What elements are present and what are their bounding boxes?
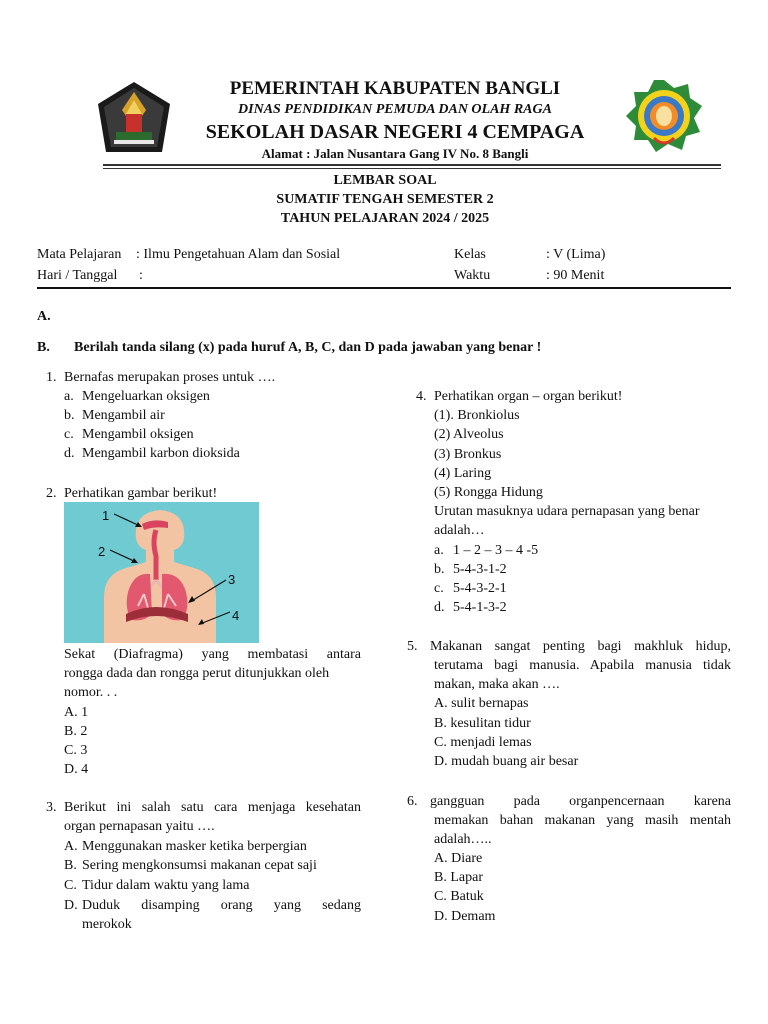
- q4-line2: adalah…: [434, 523, 485, 538]
- figure-label-4: 4: [232, 608, 240, 623]
- q4-option-a: 1 – 2 – 3 – 4 -5: [453, 543, 539, 558]
- q1-option-c-key: c.: [64, 427, 74, 442]
- q4-option-c: 5-4-3-2-1: [453, 581, 507, 596]
- q3-option-b-key: B.: [64, 858, 77, 873]
- q1-option-a: Mengeluarkan oksigen: [82, 389, 210, 404]
- section-b-label: B.: [37, 340, 50, 355]
- q6-option-a: A. Diare: [434, 851, 483, 866]
- header-school: SEKOLAH DASAR NEGERI 4 CEMPAGA: [205, 121, 585, 143]
- title-line3: TAHUN PELAJARAN 2024 / 2025: [280, 211, 490, 226]
- q2-text-line1: Sekat (Diafragma) yang membatasi antara: [64, 647, 361, 662]
- q6-line3: adalah…..: [434, 832, 492, 847]
- q3-option-d-line1: Duduk disamping orang yang sedang: [82, 898, 361, 913]
- q5-option-d: D. mudah buang air besar: [434, 754, 579, 769]
- day-label: Hari / Tanggal: [37, 268, 118, 283]
- q1-number: 1.: [46, 370, 57, 385]
- q4-text: Perhatikan organ – organ berikut!: [434, 389, 623, 404]
- q4-item-2: (2) Alveolus: [434, 427, 504, 442]
- q2-number: 2.: [46, 486, 57, 501]
- header-rule-thin: [103, 168, 721, 169]
- q3-option-c: Tidur dalam waktu yang lama: [82, 878, 250, 893]
- figure-label-2: 2: [98, 544, 106, 559]
- title-line1: LEMBAR SOAL: [333, 173, 437, 188]
- q3-option-a: Menggunakan masker ketika berpergian: [82, 839, 307, 854]
- q2-text-line2: rongga dada dan rongga perut ditunjukkan oleh: [64, 666, 330, 681]
- info-rule: [37, 287, 731, 289]
- q4-item-4: (4) Laring: [434, 466, 492, 481]
- q3-line2: organ pernapasan yaitu ….: [64, 819, 215, 834]
- q6-option-c: C. Batuk: [434, 889, 484, 904]
- q3-line1: Berikut ini salah satu cara menjaga kesehatan: [64, 800, 361, 815]
- q1-option-d: Mengambil karbon dioksida: [82, 446, 240, 461]
- q4-line1: Urutan masuknya udara pernapasan yang benar: [434, 504, 700, 519]
- q2-option-a: A. 1: [64, 705, 89, 720]
- bangli-logo: [96, 80, 172, 156]
- q4-number: 4.: [416, 389, 427, 404]
- class-label: Kelas: [454, 247, 486, 262]
- q1-option-c: Mengambil oksigen: [82, 427, 194, 442]
- q3-option-b: Sering mengkonsumsi makanan cepat saji: [82, 858, 317, 873]
- q5-number: 5.: [407, 639, 418, 654]
- q4-option-b-key: b.: [434, 562, 445, 577]
- respiratory-figure: [64, 502, 259, 643]
- q4-item-3: (3) Bronkus: [434, 447, 502, 462]
- q2-option-d: D. 4: [64, 762, 89, 777]
- class-value: : V (Lima): [546, 247, 606, 262]
- q5-line1: Makanan sangat penting bagi makhluk hidup,: [430, 639, 731, 654]
- time-value: : 90 Menit: [546, 268, 605, 283]
- day-value: :: [139, 268, 143, 283]
- q4-option-a-key: a.: [434, 543, 444, 558]
- title-line2: SUMATIF TENGAH SEMESTER 2: [276, 192, 494, 207]
- q6-line2: memakan bahan makanan yang masih mentah: [434, 813, 731, 828]
- q2-text: Perhatikan gambar berikut!: [64, 486, 218, 501]
- subject-label: Mata Pelajaran: [37, 247, 122, 262]
- q5-option-c: C. menjadi lemas: [434, 735, 532, 750]
- q1-option-a-key: a.: [64, 389, 74, 404]
- header-address: Alamat : Jalan Nusantara Gang IV No. 8 Bangli: [261, 146, 529, 161]
- q1-option-b: Mengambil air: [82, 408, 165, 423]
- q5-line2: terutama bagi manusia. Apabila manusia tidak: [434, 658, 731, 673]
- q3-number: 3.: [46, 800, 57, 815]
- q6-option-d: D. Demam: [434, 909, 496, 924]
- q2-text-line3: nomor. . .: [64, 685, 118, 700]
- section-b-instruction: Berilah tanda silang (x) pada huruf A, B, C, dan D pada jawaban yang benar !: [74, 340, 542, 355]
- q5-option-b: B. kesulitan tidur: [434, 716, 531, 731]
- school-logo: [624, 78, 704, 154]
- q4-option-d: 5-4-1-3-2: [453, 600, 507, 615]
- section-a-label: A.: [37, 309, 51, 324]
- q6-line1: gangguan pada organpencernaan karena: [430, 794, 731, 809]
- q3-option-c-key: C.: [64, 878, 77, 893]
- figure-label-3: 3: [228, 572, 236, 587]
- q5-option-a: A. sulit bernapas: [434, 696, 529, 711]
- q5-line3: makan, maka akan ….: [434, 677, 560, 692]
- figure-label-1: 1: [102, 508, 110, 523]
- q1-text: Bernafas merupakan proses untuk ….: [64, 370, 276, 385]
- q6-option-b: B. Lapar: [434, 870, 483, 885]
- q3-option-a-key: A.: [64, 839, 78, 854]
- subject-value: : Ilmu Pengetahuan Alam dan Sosial: [136, 247, 341, 262]
- q4-item-5: (5) Rongga Hidung: [434, 485, 543, 500]
- q4-option-c-key: c.: [434, 581, 444, 596]
- time-label: Waktu: [454, 268, 491, 283]
- q6-number: 6.: [407, 794, 418, 809]
- q3-option-d-line2: merokok: [82, 917, 132, 932]
- q4-option-b: 5-4-3-1-2: [453, 562, 507, 577]
- q2-option-b: B. 2: [64, 724, 88, 739]
- header-department: DINAS PENDIDIKAN PEMUDA DAN OLAH RAGA: [238, 102, 552, 117]
- q4-item-1: (1). Bronkiolus: [434, 408, 520, 423]
- q3-option-d-key: D.: [64, 898, 78, 913]
- header-government: PEMERINTAH KABUPATEN BANGLI: [229, 78, 561, 99]
- q4-option-d-key: d.: [434, 600, 445, 615]
- q2-option-c: C. 3: [64, 743, 88, 758]
- header-rule-thick: [103, 164, 721, 166]
- q1-option-d-key: d.: [64, 446, 75, 461]
- q1-option-b-key: b.: [64, 408, 75, 423]
